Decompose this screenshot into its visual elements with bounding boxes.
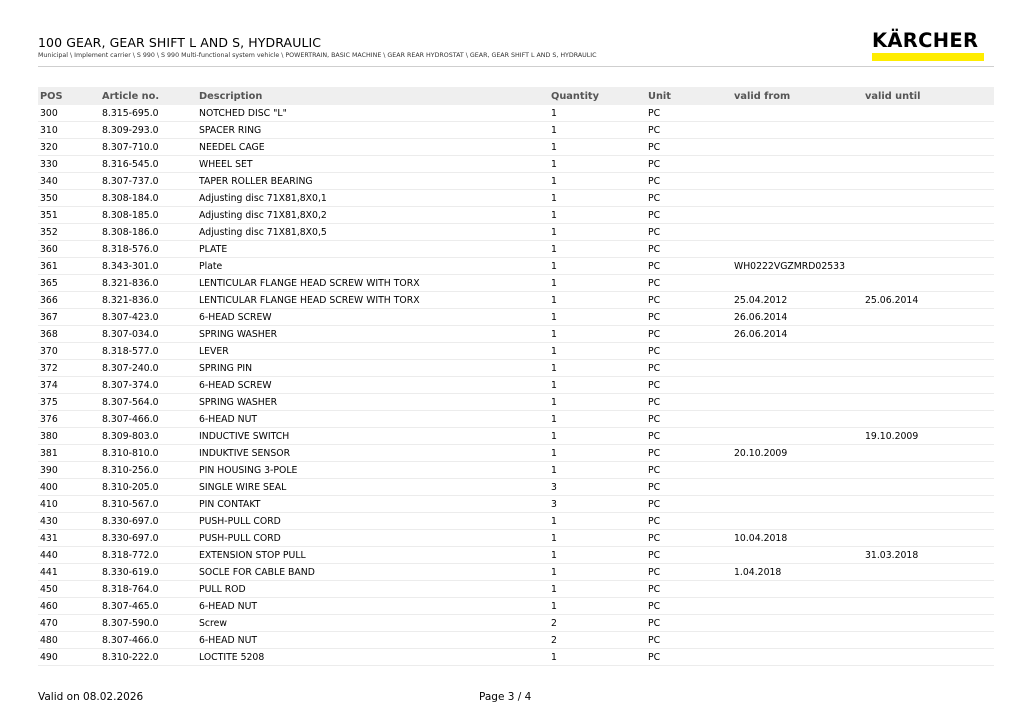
table-row bbox=[38, 615, 994, 632]
cell-article-no: 8.307-423.0 bbox=[100, 309, 197, 326]
cell-description: PIN CONTAKT bbox=[197, 496, 549, 513]
cell-valid-until: 19.10.2009 bbox=[863, 428, 994, 445]
cell-valid-until bbox=[863, 462, 994, 479]
cell-article-no: 8.308-185.0 bbox=[100, 207, 197, 224]
table-row bbox=[38, 394, 994, 411]
cell-description: Adjusting disc 71X81,8X0,5 bbox=[197, 224, 549, 241]
cell-quantity: 2 bbox=[549, 632, 646, 649]
cell-article-no: 8.318-764.0 bbox=[100, 581, 197, 598]
cell-quantity: 1 bbox=[549, 190, 646, 207]
table-row bbox=[38, 479, 994, 496]
table-row bbox=[38, 649, 994, 666]
cell-valid-from bbox=[732, 496, 863, 513]
header-col-valid-until: valid until bbox=[863, 87, 994, 105]
cell-unit: PC bbox=[646, 598, 732, 615]
cell-description: SINGLE WIRE SEAL bbox=[197, 479, 549, 496]
cell-valid-until bbox=[863, 156, 994, 173]
cell-quantity: 1 bbox=[549, 445, 646, 462]
cell-pos: 480 bbox=[38, 632, 100, 649]
cell-pos: 470 bbox=[38, 615, 100, 632]
header-col-description: Description bbox=[197, 87, 549, 105]
cell-valid-until bbox=[863, 445, 994, 462]
cell-valid-until bbox=[863, 105, 994, 122]
cell-quantity: 1 bbox=[549, 462, 646, 479]
cell-description: Plate bbox=[197, 258, 549, 275]
cell-article-no: 8.307-564.0 bbox=[100, 394, 197, 411]
cell-pos: 365 bbox=[38, 275, 100, 292]
cell-description: Adjusting disc 71X81,8X0,2 bbox=[197, 207, 549, 224]
cell-quantity: 1 bbox=[549, 513, 646, 530]
cell-article-no: 8.307-590.0 bbox=[100, 615, 197, 632]
cell-unit: PC bbox=[646, 224, 732, 241]
cell-description: PIN HOUSING 3-POLE bbox=[197, 462, 549, 479]
cell-unit: PC bbox=[646, 496, 732, 513]
cell-valid-until bbox=[863, 530, 994, 547]
cell-quantity: 1 bbox=[549, 360, 646, 377]
cell-quantity: 1 bbox=[549, 173, 646, 190]
cell-quantity: 1 bbox=[549, 394, 646, 411]
table-row bbox=[38, 173, 994, 190]
cell-description: SPRING WASHER bbox=[197, 394, 549, 411]
table-row bbox=[38, 564, 994, 581]
cell-article-no: 8.309-293.0 bbox=[100, 122, 197, 139]
cell-valid-until bbox=[863, 241, 994, 258]
cell-pos: 310 bbox=[38, 122, 100, 139]
cell-description: PUSH-PULL CORD bbox=[197, 513, 549, 530]
cell-pos: 361 bbox=[38, 258, 100, 275]
cell-valid-from bbox=[732, 598, 863, 615]
cell-unit: PC bbox=[646, 428, 732, 445]
table-row bbox=[38, 122, 994, 139]
cell-valid-from bbox=[732, 547, 863, 564]
cell-description: 6-HEAD SCREW bbox=[197, 309, 549, 326]
table-row bbox=[38, 292, 994, 309]
table-row bbox=[38, 496, 994, 513]
cell-unit: PC bbox=[646, 241, 732, 258]
cell-valid-until bbox=[863, 122, 994, 139]
cell-article-no: 8.318-576.0 bbox=[100, 241, 197, 258]
cell-article-no: 8.318-577.0 bbox=[100, 343, 197, 360]
cell-description: LEVER bbox=[197, 343, 549, 360]
cell-quantity: 1 bbox=[549, 156, 646, 173]
cell-valid-until bbox=[863, 173, 994, 190]
cell-valid-from bbox=[732, 275, 863, 292]
cell-valid-until bbox=[863, 326, 994, 343]
cell-pos: 374 bbox=[38, 377, 100, 394]
cell-unit: PC bbox=[646, 258, 732, 275]
footer-page-number: Page 3 / 4 bbox=[479, 691, 532, 703]
cell-article-no: 8.307-466.0 bbox=[100, 411, 197, 428]
cell-pos: 360 bbox=[38, 241, 100, 258]
cell-description: PULL ROD bbox=[197, 581, 549, 598]
cell-quantity: 1 bbox=[549, 207, 646, 224]
table-row bbox=[38, 411, 994, 428]
table-row bbox=[38, 462, 994, 479]
cell-pos: 350 bbox=[38, 190, 100, 207]
cell-quantity: 1 bbox=[549, 547, 646, 564]
cell-valid-from bbox=[732, 207, 863, 224]
cell-article-no: 8.321-836.0 bbox=[100, 275, 197, 292]
table-row bbox=[38, 547, 994, 564]
cell-pos: 381 bbox=[38, 445, 100, 462]
cell-valid-from bbox=[732, 105, 863, 122]
cell-valid-until: 31.03.2018 bbox=[863, 547, 994, 564]
cell-unit: PC bbox=[646, 615, 732, 632]
cell-quantity: 1 bbox=[549, 258, 646, 275]
cell-description: 6-HEAD NUT bbox=[197, 411, 549, 428]
cell-unit: PC bbox=[646, 343, 732, 360]
table-row bbox=[38, 207, 994, 224]
cell-valid-from bbox=[732, 377, 863, 394]
cell-unit: PC bbox=[646, 479, 732, 496]
cell-valid-from bbox=[732, 394, 863, 411]
cell-quantity: 1 bbox=[549, 105, 646, 122]
cell-article-no: 8.307-737.0 bbox=[100, 173, 197, 190]
cell-unit: PC bbox=[646, 309, 732, 326]
cell-description: LENTICULAR FLANGE HEAD SCREW WITH TORX bbox=[197, 292, 549, 309]
table-row bbox=[38, 156, 994, 173]
table-body bbox=[38, 105, 994, 666]
cell-valid-until bbox=[863, 581, 994, 598]
page-title: 100 GEAR, GEAR SHIFT L AND S, HYDRAULIC bbox=[38, 35, 322, 50]
cell-article-no: 8.309-803.0 bbox=[100, 428, 197, 445]
table-row bbox=[38, 326, 994, 343]
cell-valid-from bbox=[732, 428, 863, 445]
table-row bbox=[38, 275, 994, 292]
cell-article-no: 8.343-301.0 bbox=[100, 258, 197, 275]
cell-pos: 370 bbox=[38, 343, 100, 360]
cell-article-no: 8.308-186.0 bbox=[100, 224, 197, 241]
cell-pos: 440 bbox=[38, 547, 100, 564]
cell-quantity: 1 bbox=[549, 122, 646, 139]
cell-unit: PC bbox=[646, 275, 732, 292]
cell-description: Adjusting disc 71X81,8X0,1 bbox=[197, 190, 549, 207]
cell-quantity: 1 bbox=[549, 581, 646, 598]
cell-pos: 376 bbox=[38, 411, 100, 428]
cell-article-no: 8.315-695.0 bbox=[100, 105, 197, 122]
table-row bbox=[38, 224, 994, 241]
cell-description: SPACER RING bbox=[197, 122, 549, 139]
cell-valid-from bbox=[732, 241, 863, 258]
table-row bbox=[38, 360, 994, 377]
cell-valid-until bbox=[863, 360, 994, 377]
cell-valid-from bbox=[732, 173, 863, 190]
cell-valid-from: 1.04.2018 bbox=[732, 564, 863, 581]
header-col-valid-from: valid from bbox=[732, 87, 863, 105]
cell-quantity: 1 bbox=[549, 309, 646, 326]
cell-description: 6-HEAD SCREW bbox=[197, 377, 549, 394]
cell-valid-until bbox=[863, 309, 994, 326]
parts-table bbox=[38, 87, 994, 666]
cell-article-no: 8.310-205.0 bbox=[100, 479, 197, 496]
cell-description: INDUKTIVE SENSOR bbox=[197, 445, 549, 462]
cell-quantity: 1 bbox=[549, 241, 646, 258]
cell-valid-until bbox=[863, 275, 994, 292]
cell-quantity: 2 bbox=[549, 615, 646, 632]
cell-article-no: 8.307-710.0 bbox=[100, 139, 197, 156]
table-header-row bbox=[38, 87, 994, 105]
cell-valid-from bbox=[732, 343, 863, 360]
cell-valid-from bbox=[732, 479, 863, 496]
cell-valid-from bbox=[732, 632, 863, 649]
cell-pos: 366 bbox=[38, 292, 100, 309]
table-row bbox=[38, 343, 994, 360]
cell-valid-until bbox=[863, 496, 994, 513]
cell-valid-from bbox=[732, 139, 863, 156]
cell-unit: PC bbox=[646, 122, 732, 139]
cell-unit: PC bbox=[646, 139, 732, 156]
cell-pos: 368 bbox=[38, 326, 100, 343]
cell-description: EXTENSION STOP PULL bbox=[197, 547, 549, 564]
cell-valid-from bbox=[732, 360, 863, 377]
cell-article-no: 8.307-034.0 bbox=[100, 326, 197, 343]
cell-valid-until bbox=[863, 615, 994, 632]
cell-unit: PC bbox=[646, 377, 732, 394]
cell-valid-until bbox=[863, 598, 994, 615]
cell-unit: PC bbox=[646, 292, 732, 309]
cell-description: 6-HEAD NUT bbox=[197, 598, 549, 615]
cell-description: SPRING PIN bbox=[197, 360, 549, 377]
cell-valid-from: 20.10.2009 bbox=[732, 445, 863, 462]
cell-valid-until bbox=[863, 190, 994, 207]
cell-valid-from bbox=[732, 462, 863, 479]
cell-quantity: 3 bbox=[549, 479, 646, 496]
cell-unit: PC bbox=[646, 513, 732, 530]
header-divider bbox=[38, 66, 994, 67]
cell-unit: PC bbox=[646, 326, 732, 343]
cell-unit: PC bbox=[646, 462, 732, 479]
cell-valid-until bbox=[863, 224, 994, 241]
cell-valid-from bbox=[732, 224, 863, 241]
table-row bbox=[38, 105, 994, 122]
header-col-article-no: Article no. bbox=[100, 87, 197, 105]
cell-pos: 300 bbox=[38, 105, 100, 122]
footer-valid-date: Valid on 08.02.2026 bbox=[38, 691, 144, 703]
cell-valid-until bbox=[863, 632, 994, 649]
cell-description: SPRING WASHER bbox=[197, 326, 549, 343]
cell-description: INDUCTIVE SWITCH bbox=[197, 428, 549, 445]
cell-unit: PC bbox=[646, 411, 732, 428]
cell-pos: 351 bbox=[38, 207, 100, 224]
cell-article-no: 8.307-374.0 bbox=[100, 377, 197, 394]
table-row bbox=[38, 530, 994, 547]
cell-article-no: 8.330-697.0 bbox=[100, 513, 197, 530]
cell-unit: PC bbox=[646, 547, 732, 564]
cell-valid-until bbox=[863, 258, 994, 275]
cell-article-no: 8.310-810.0 bbox=[100, 445, 197, 462]
cell-valid-until bbox=[863, 649, 994, 666]
cell-quantity: 1 bbox=[549, 530, 646, 547]
cell-article-no: 8.316-545.0 bbox=[100, 156, 197, 173]
table-row bbox=[38, 241, 994, 258]
cell-pos: 490 bbox=[38, 649, 100, 666]
cell-article-no: 8.330-697.0 bbox=[100, 530, 197, 547]
cell-valid-from: WH0222VGZMRD02533 bbox=[732, 258, 863, 275]
cell-unit: PC bbox=[646, 207, 732, 224]
cell-quantity: 1 bbox=[549, 343, 646, 360]
cell-article-no: 8.310-222.0 bbox=[100, 649, 197, 666]
cell-unit: PC bbox=[646, 581, 732, 598]
cell-quantity: 1 bbox=[549, 428, 646, 445]
cell-valid-until bbox=[863, 139, 994, 156]
cell-unit: PC bbox=[646, 445, 732, 462]
cell-quantity: 1 bbox=[549, 275, 646, 292]
cell-valid-from: 26.06.2014 bbox=[732, 326, 863, 343]
cell-pos: 441 bbox=[38, 564, 100, 581]
cell-description: Screw bbox=[197, 615, 549, 632]
cell-pos: 380 bbox=[38, 428, 100, 445]
cell-pos: 375 bbox=[38, 394, 100, 411]
table-row bbox=[38, 377, 994, 394]
cell-valid-until bbox=[863, 479, 994, 496]
cell-unit: PC bbox=[646, 360, 732, 377]
cell-valid-from bbox=[732, 649, 863, 666]
cell-valid-from: 25.04.2012 bbox=[732, 292, 863, 309]
cell-pos: 410 bbox=[38, 496, 100, 513]
cell-quantity: 1 bbox=[549, 649, 646, 666]
cell-pos: 372 bbox=[38, 360, 100, 377]
cell-quantity: 3 bbox=[549, 496, 646, 513]
cell-valid-from bbox=[732, 156, 863, 173]
cell-valid-from bbox=[732, 411, 863, 428]
kaercher-logo bbox=[872, 30, 984, 61]
cell-pos: 430 bbox=[38, 513, 100, 530]
cell-article-no: 8.307-240.0 bbox=[100, 360, 197, 377]
cell-unit: PC bbox=[646, 173, 732, 190]
cell-quantity: 1 bbox=[549, 139, 646, 156]
cell-valid-until: 25.06.2014 bbox=[863, 292, 994, 309]
cell-article-no: 8.310-567.0 bbox=[100, 496, 197, 513]
cell-valid-until bbox=[863, 207, 994, 224]
cell-description: PUSH-PULL CORD bbox=[197, 530, 549, 547]
cell-description: SOCLE FOR CABLE BAND bbox=[197, 564, 549, 581]
table-row bbox=[38, 190, 994, 207]
cell-valid-from: 26.06.2014 bbox=[732, 309, 863, 326]
table-row bbox=[38, 139, 994, 156]
cell-pos: 330 bbox=[38, 156, 100, 173]
cell-quantity: 1 bbox=[549, 598, 646, 615]
cell-quantity: 1 bbox=[549, 564, 646, 581]
cell-description: PLATE bbox=[197, 241, 549, 258]
cell-article-no: 8.330-619.0 bbox=[100, 564, 197, 581]
cell-valid-from: 10.04.2018 bbox=[732, 530, 863, 547]
cell-pos: 390 bbox=[38, 462, 100, 479]
breadcrumb: Municipal \ Implement carrier \ S 990 \ S 990 Multi-functional system vehicle \ POWERTRAIN, BASIC MACHINE \ GEAR REAR HYDROSTAT \ GEAR, GEAR SHIFT L AND S, HYDRAULIC bbox=[38, 52, 597, 59]
cell-unit: PC bbox=[646, 649, 732, 666]
cell-pos: 431 bbox=[38, 530, 100, 547]
table-row bbox=[38, 445, 994, 462]
cell-quantity: 1 bbox=[549, 377, 646, 394]
cell-valid-until bbox=[863, 564, 994, 581]
table-row bbox=[38, 258, 994, 275]
cell-description: LOCTITE 5208 bbox=[197, 649, 549, 666]
cell-valid-from bbox=[732, 190, 863, 207]
cell-valid-from bbox=[732, 513, 863, 530]
logo-text: KÄRCHER bbox=[872, 29, 979, 52]
cell-quantity: 1 bbox=[549, 411, 646, 428]
cell-valid-from bbox=[732, 615, 863, 632]
cell-pos: 400 bbox=[38, 479, 100, 496]
cell-pos: 460 bbox=[38, 598, 100, 615]
cell-description: TAPER ROLLER BEARING bbox=[197, 173, 549, 190]
cell-article-no: 8.321-836.0 bbox=[100, 292, 197, 309]
cell-valid-until bbox=[863, 343, 994, 360]
cell-description: 6-HEAD NUT bbox=[197, 632, 549, 649]
cell-description: WHEEL SET bbox=[197, 156, 549, 173]
table-row bbox=[38, 513, 994, 530]
cell-valid-from bbox=[732, 122, 863, 139]
table-row bbox=[38, 632, 994, 649]
cell-pos: 352 bbox=[38, 224, 100, 241]
cell-article-no: 8.310-256.0 bbox=[100, 462, 197, 479]
cell-quantity: 1 bbox=[549, 326, 646, 343]
table-row bbox=[38, 428, 994, 445]
cell-description: NOTCHED DISC "L" bbox=[197, 105, 549, 122]
cell-article-no: 8.307-466.0 bbox=[100, 632, 197, 649]
cell-article-no: 8.307-465.0 bbox=[100, 598, 197, 615]
cell-unit: PC bbox=[646, 105, 732, 122]
cell-description: LENTICULAR FLANGE HEAD SCREW WITH TORX bbox=[197, 275, 549, 292]
table-row bbox=[38, 598, 994, 615]
cell-unit: PC bbox=[646, 564, 732, 581]
cell-pos: 450 bbox=[38, 581, 100, 598]
cell-valid-until bbox=[863, 394, 994, 411]
cell-unit: PC bbox=[646, 530, 732, 547]
logo-yellow-bar bbox=[872, 53, 984, 61]
cell-unit: PC bbox=[646, 190, 732, 207]
header-col-pos: POS bbox=[38, 87, 100, 105]
table-row bbox=[38, 309, 994, 326]
cell-quantity: 1 bbox=[549, 224, 646, 241]
cell-valid-until bbox=[863, 513, 994, 530]
cell-pos: 320 bbox=[38, 139, 100, 156]
cell-pos: 340 bbox=[38, 173, 100, 190]
cell-unit: PC bbox=[646, 394, 732, 411]
cell-description: NEEDEL CAGE bbox=[197, 139, 549, 156]
cell-valid-until bbox=[863, 411, 994, 428]
header-col-quantity: Quantity bbox=[549, 87, 646, 105]
cell-article-no: 8.318-772.0 bbox=[100, 547, 197, 564]
cell-quantity: 1 bbox=[549, 292, 646, 309]
cell-valid-from bbox=[732, 581, 863, 598]
header-col-unit: Unit bbox=[646, 87, 732, 105]
table-row bbox=[38, 581, 994, 598]
cell-unit: PC bbox=[646, 632, 732, 649]
cell-unit: PC bbox=[646, 156, 732, 173]
cell-valid-until bbox=[863, 377, 994, 394]
cell-pos: 367 bbox=[38, 309, 100, 326]
cell-article-no: 8.308-184.0 bbox=[100, 190, 197, 207]
